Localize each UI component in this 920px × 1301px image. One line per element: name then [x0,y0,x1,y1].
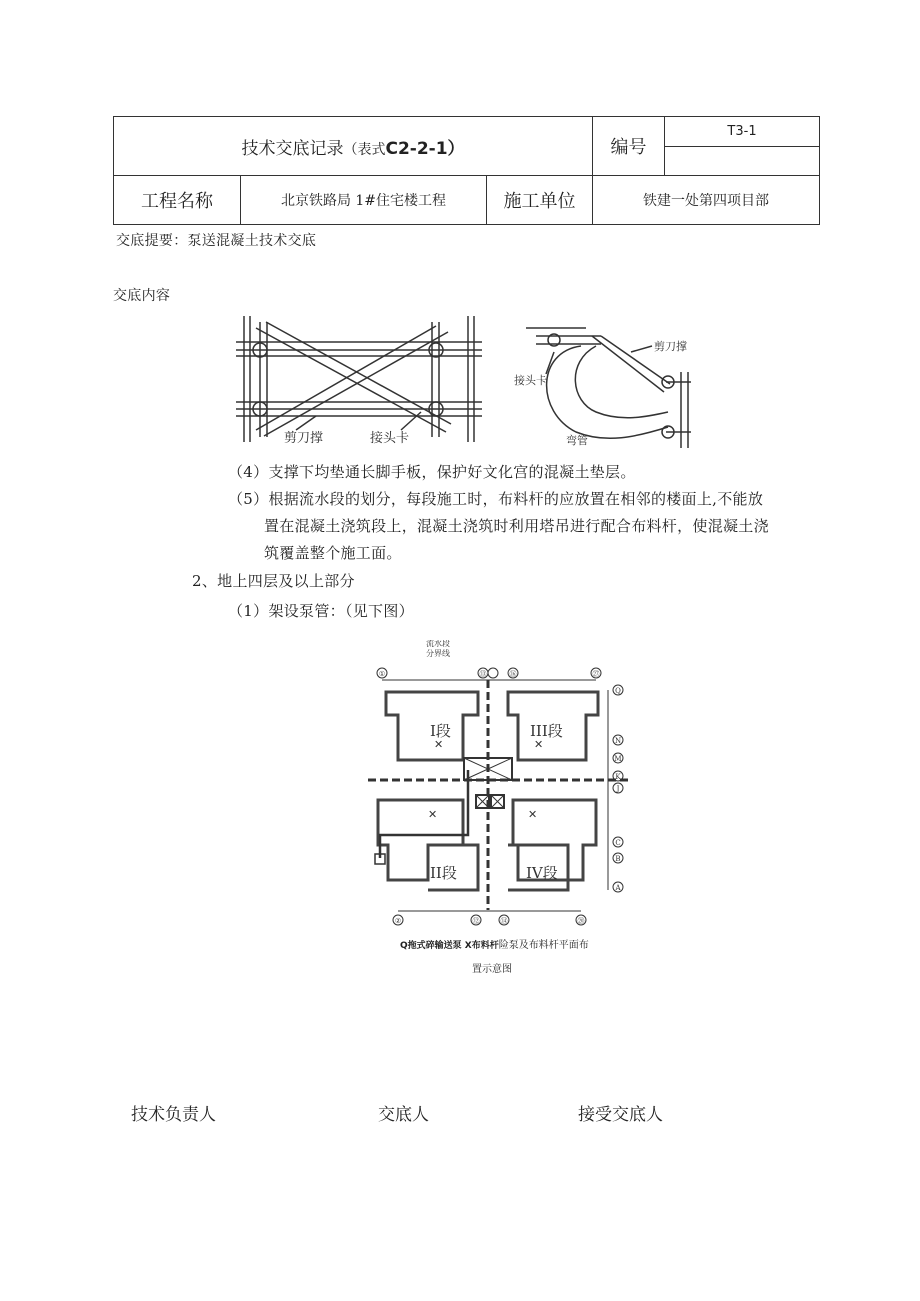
segment-3-label: III段 [530,722,563,740]
axis-right-label-0: Q [615,687,621,695]
axis-bottom-label-1: ⑫ [472,917,480,925]
svg-text:✕: ✕ [528,808,538,821]
paragraph-5-line-2: 置在混凝土浇筑段上，混凝土浇筑时利用塔吊进行配合布料杆，使混凝土浇 [264,517,769,535]
axis-top-label-1: ⑬ [479,670,487,678]
right-label-brace: 剪刀撑 [654,340,687,353]
summary: 交底提要：泵送混凝土技术交底 [116,233,317,249]
section-2-heading: 2、地上四层及以上部分 [192,572,355,590]
boundary-label-2: 分界线 [426,649,450,658]
left-label-clamp: 接头卡 [370,431,410,446]
form-title-form: （表式 [343,141,386,158]
segment-1-label: I段 [430,722,451,740]
header-table [113,116,820,225]
svg-text:✕: ✕ [534,738,544,751]
paragraph-5-line-3: 筑覆盖整个施工面。 [264,544,402,562]
project-label: 工程名称 [114,176,241,225]
floor-plan-diagram [368,640,630,930]
code-label: 编号 [593,117,665,176]
segment-4-label: IV段 [526,864,558,882]
code-value: T3-1 [665,117,820,147]
figure2-caption-line2: 置示意图 [472,964,512,975]
figure2-caption [400,936,589,951]
segment-2-label: II段 [430,864,457,882]
caption-rest: 险泵及布料杆平面布 [498,940,589,951]
axis-bottom-label-2: ⑭ [500,917,508,925]
left-label-brace: 剪刀撑 [284,431,324,446]
project-value: 北京铁路局 1#住宅楼工程 [241,176,487,225]
boundary-label-1: 流水段 [426,640,450,648]
axis-top-label-3: ㉗ [592,670,600,678]
axis-right-label-7: A [615,884,621,892]
axis-right-label-2: M [614,755,622,763]
form-title-close: ） [447,138,465,159]
paragraph-5-line-1: （5）根据流水段的划分，每段施工时，布料杆的应放置在相邻的楼面上,不能放 [228,490,764,508]
axis-right-label-1: N [614,737,622,745]
right-label-elbow: 弯管 [566,434,588,447]
axis-right-label-5: C [615,839,621,847]
caption-bold: Q拖式碎输送泵 X布料杆 [400,941,499,951]
support-diagram [236,312,706,452]
axis-right-label-4: J [616,785,620,793]
form-title-text: 技术交底记录 [241,138,344,159]
discloser-label: 交底人 [378,1105,429,1125]
form-title-code: C2-2-1 [385,138,448,159]
subsection-1: （1）架设泵管：（见下图） [228,602,414,620]
tech-lead-label: 技术负责人 [131,1105,216,1125]
unit-value: 铁建一处第四项目部 [593,176,820,225]
axis-top-label-2: ⑯ [509,670,517,678]
receiver-label: 接受交底人 [578,1105,663,1125]
content-label: 交底内容 [113,288,171,304]
svg-text:✕: ✕ [434,738,444,751]
form-title [114,117,593,176]
svg-text:✕: ✕ [428,808,438,821]
axis-right-label-3: K [615,773,621,781]
axis-top-label-0: ① [378,670,386,678]
axis-bottom-label-0: ② [394,917,402,925]
code-value-blank [665,147,820,176]
axis-right-label-6: B [615,855,621,863]
unit-label: 施工单位 [487,176,593,225]
paragraph-4: （4）支撑下均垫通长脚手板，保护好文化宫的混凝土垫层。 [228,463,636,481]
axis-bottom-label-3: ⑳ [577,917,585,925]
right-label-clamp: 接头卡 [514,374,547,387]
